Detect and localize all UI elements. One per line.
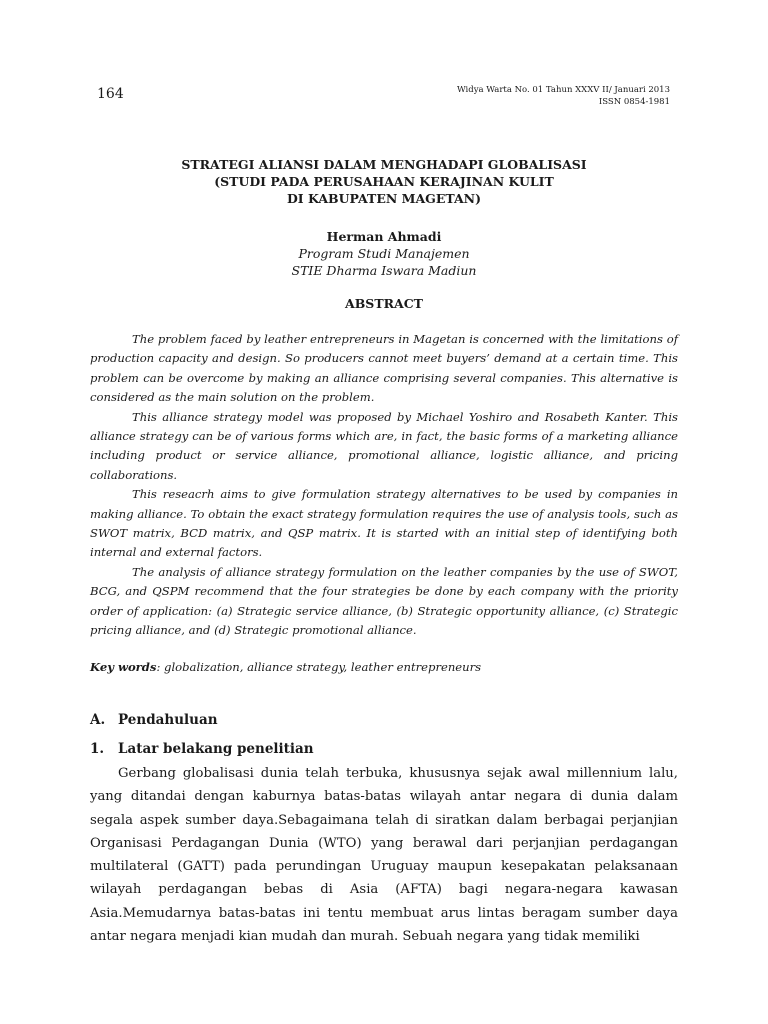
keywords <box>90 660 678 674</box>
subsection-title: Latar belakang penelitian <box>118 741 314 757</box>
title-line-3: DI KABUPATEN MAGETAN) <box>286 191 482 206</box>
keywords-label: Key words <box>90 660 157 674</box>
subsection-number: 1. <box>90 741 105 757</box>
subsection-heading <box>90 741 314 757</box>
paper-title <box>90 156 678 207</box>
title-line-1: STRATEGI ALIANSI DALAM MENGHADAPI GLOBALISASI <box>181 157 587 172</box>
section-title: Pendahuluan <box>118 712 218 728</box>
abstract-paragraph: This reseacrh aims to give formulation strategy alternatives to be used by companies in making alliance. To obtain the exact strategy formulation requires the use of analysis tools, such as SWOT matrix, BCD matrix, and QSP matrix. It is started with an initial step of identifying both internal and external factors. <box>90 487 678 560</box>
section-heading <box>90 712 218 728</box>
keywords-text: : globalization, alliance strategy, leather entrepreneurs <box>156 660 482 674</box>
abstract-paragraph: The analysis of alliance strategy formulation on the leather companies by the use of SWOT, BCG, and QSPM recommend that the four strategies be done by each company with the priority order of application: (a) Strategic service alliance, (b) Strategic opportunity alliance, (c) Strategic pricing alliance, and (d) Strategic promotional alliance. <box>90 564 678 638</box>
abstract-body <box>90 330 678 641</box>
author-affiliation-program: Program Studi Manajemen <box>298 246 470 261</box>
page-number: 164 <box>97 86 124 102</box>
abstract-paragraph: This alliance strategy model was proposed by Michael Yoshiro and Rosabeth Kanter. This alliance strategy can be of various forms which are, in fact, the basic forms of a marketing alliance including product or service alliance, promotional alliance, logistic alliance, and pricing collaborations. <box>90 409 678 482</box>
body-paragraph: Gerbang globalisasi dunia telah terbuka, khususnya sejak awal millennium lalu, yang ditandai dengan kaburnya batas-batas wilayah antar negara di dunia dalam segala aspek sumber daya.Sebagaimana telah di siratkan dalam berbagai perjanjian Organisasi Perdagangan Dunia (WTO) yang berawal dari perjanjian perdagangan multilateral (GATT) pada perundingan Uruguay maupun kesepakatan pelaksanaan wilayah perdagangan bebas di Asia (AFTA) bagi negara-negara kawasan Asia.Memudarnya batas-batas ini tentu membuat arus lintas beragam sumber daya antar negara menjadi kian mudah dan murah. Sebuah negara yang tidak memiliki <box>90 766 678 945</box>
section-number: A. <box>90 712 106 728</box>
abstract-paragraph: The problem faced by leather entrepreneurs in Magetan is concerned with the limitations of production capacity and design. So producers cannot meet buyers’ demand at a certain time. This problem can be overcome by making an alliance comprising several companies. This alternative is considered as the main solution on the problem. <box>90 332 678 405</box>
author-block <box>90 228 678 279</box>
journal-issue: Widya Warta No. 01 Tahun XXXV II/ Januari 2013 <box>456 85 670 95</box>
title-line-2: (STUDI PADA PERUSAHAAN KERAJINAN KULIT <box>214 174 554 189</box>
author-affiliation-institution: STIE Dharma Iswara Madiun <box>291 263 477 278</box>
journal-info <box>457 84 670 108</box>
abstract-heading: ABSTRACT <box>345 296 423 311</box>
journal-issn: ISSN 0854-1981 <box>598 97 670 107</box>
author-name: Herman Ahmadi <box>326 229 442 244</box>
